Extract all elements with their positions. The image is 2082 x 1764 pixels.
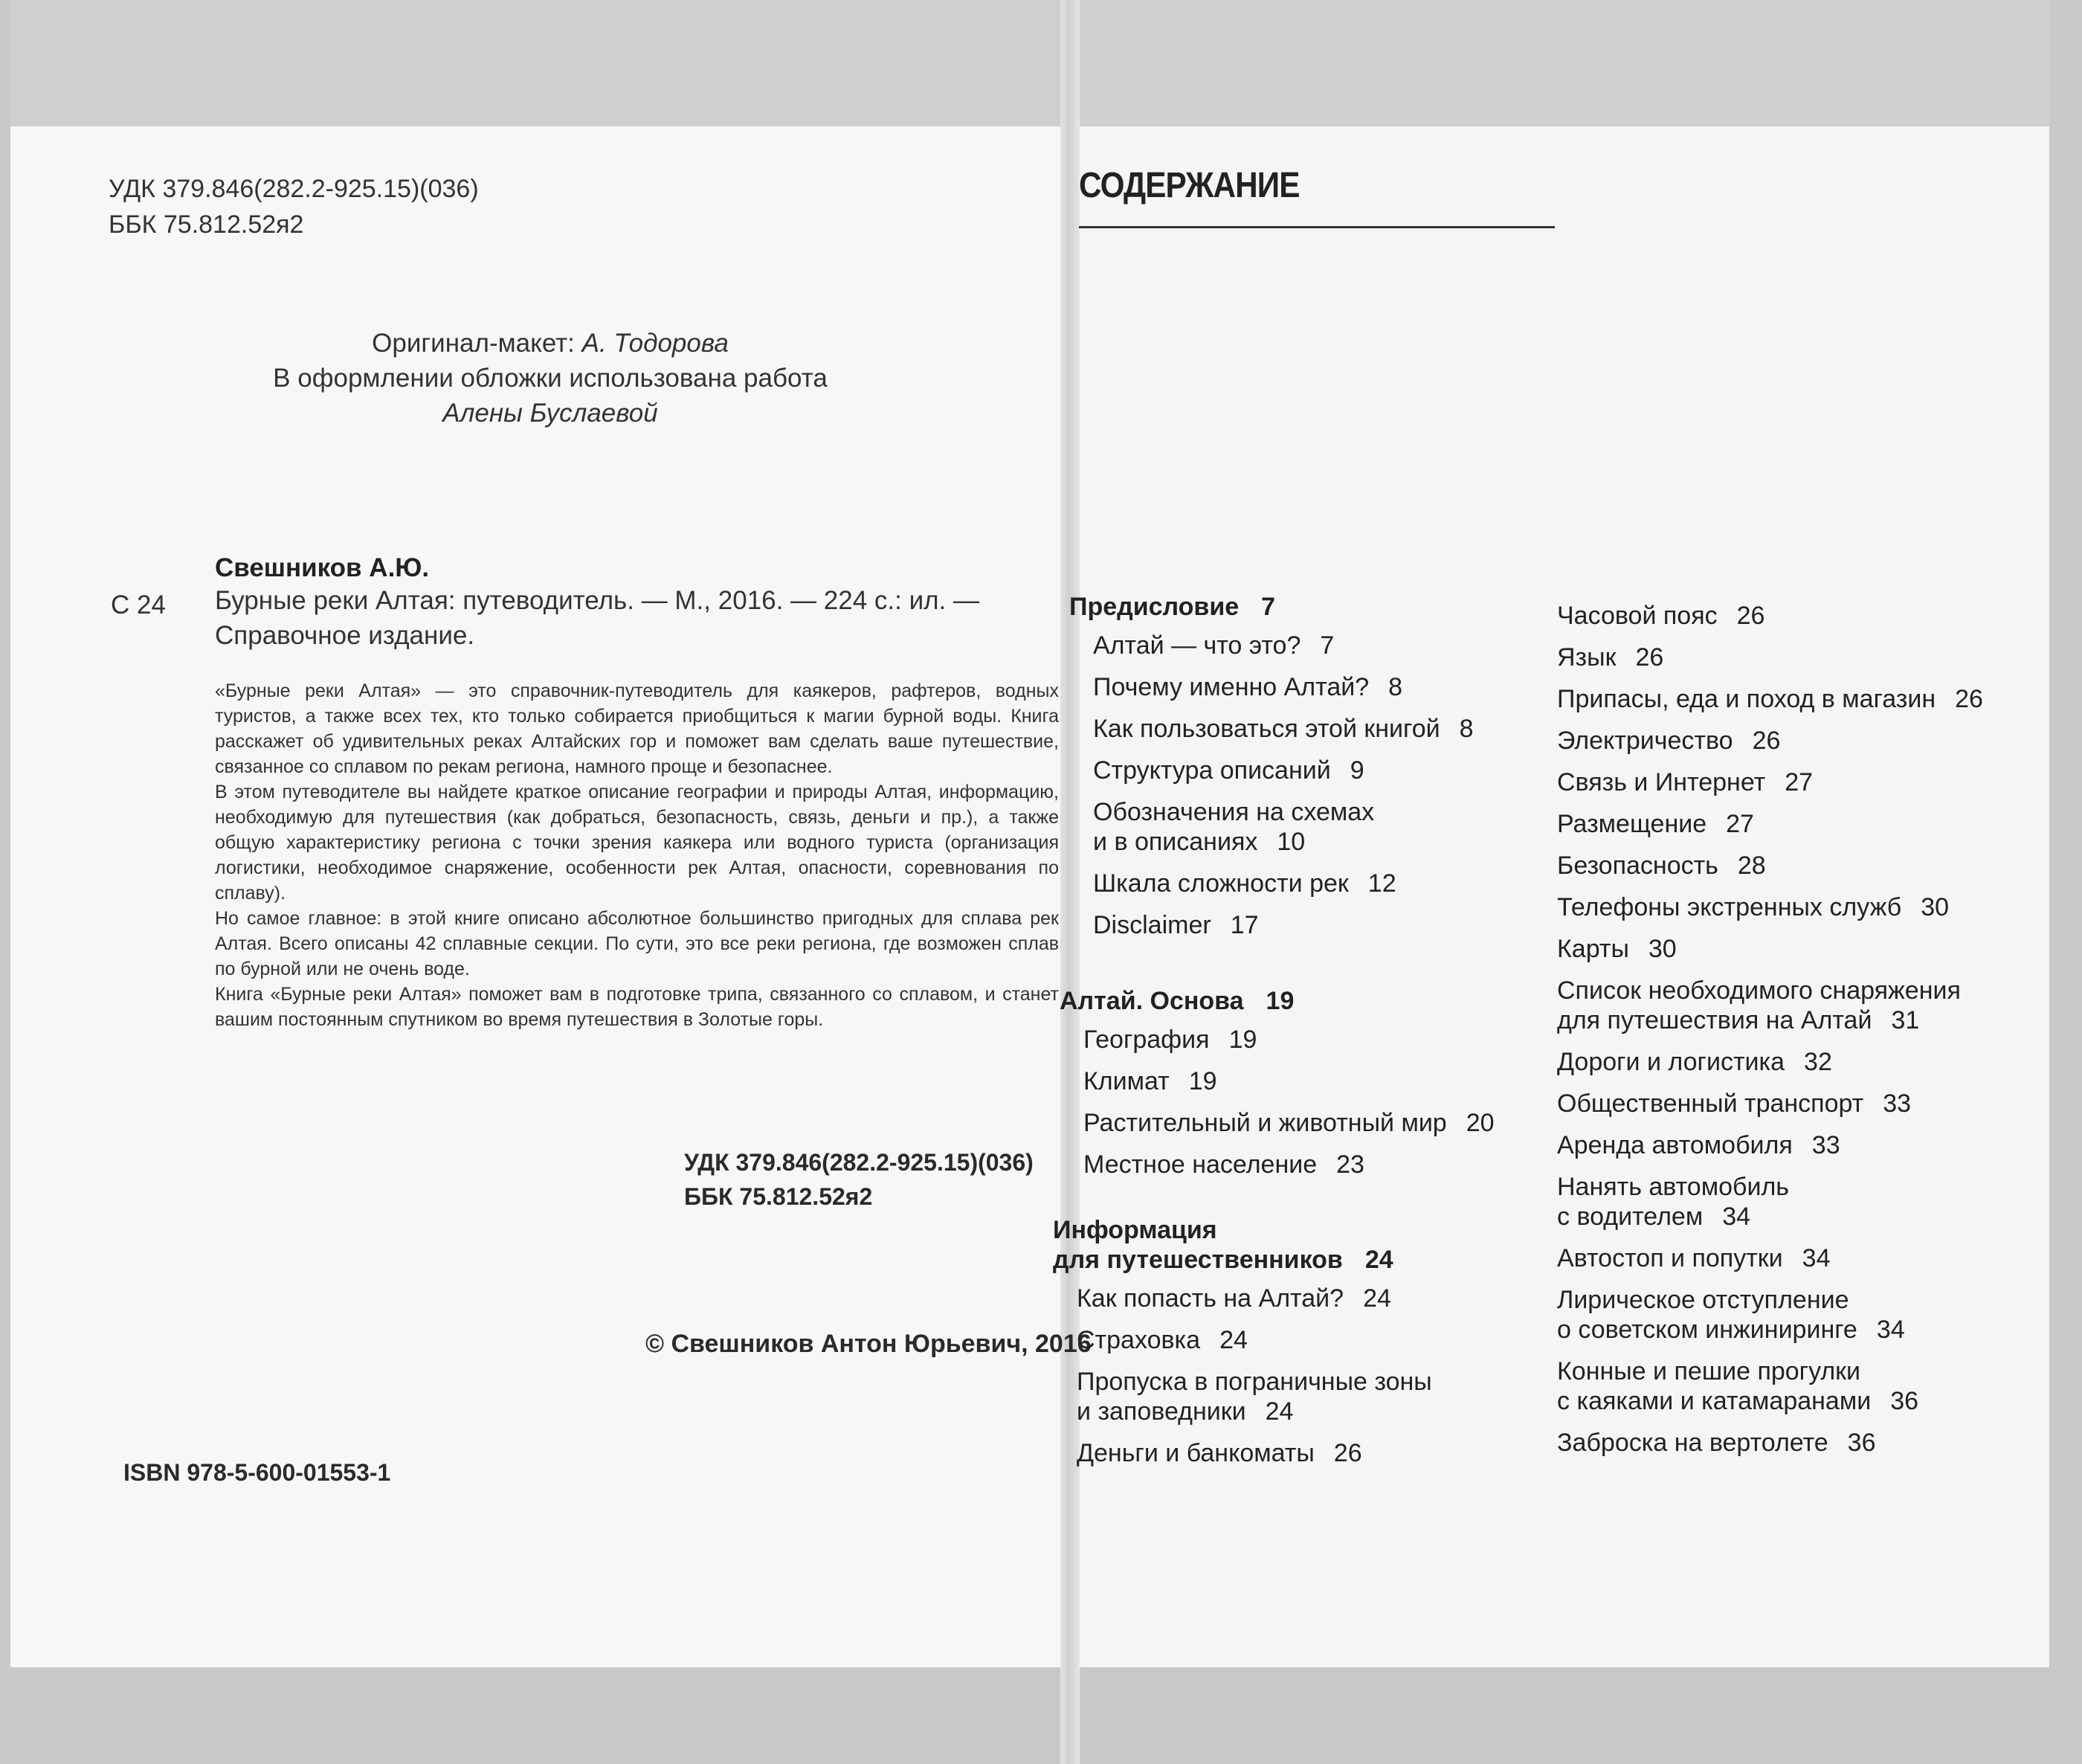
toc-item: Шкала сложности рек 12 (1093, 869, 1396, 898)
toc-item: Электричество 26 (1557, 727, 1781, 755)
udk-code-bottom: УДК 379.846(282.2-925.15)(036) (684, 1149, 1034, 1176)
toc-item: Лирическое отступление о советском инжиниринге 34 (1557, 1286, 1905, 1344)
toc-item: Общественный транспорт 33 (1557, 1089, 1912, 1118)
toc-section: Предисловие 7 (1069, 593, 1276, 621)
udk-header (109, 171, 479, 242)
toc-col4 (1557, 601, 1983, 1470)
toc-item: Размещение 27 (1557, 810, 1754, 838)
toc-item: Связь и Интернет 27 (1557, 768, 1814, 796)
toc-item: Конные и пешие прогулки с каяками и катамаранами 36 (1557, 1357, 1919, 1415)
annotation-paragraph: Но самое главное: в этой книге описано абсолютное большинство пригодных для сплава рек Алтая. Всего описаны 42 сплавные секции. По сути, это все реки региона, где возможен сплав по бурной или не очень воде. (215, 908, 1059, 979)
toc-item: Часовой пояс 26 (1557, 602, 1765, 630)
toc-item: Аренда автомобиля 33 (1557, 1131, 1840, 1159)
author-mark: С 24 (111, 590, 166, 619)
book-author: Свешников А.Ю. (215, 553, 430, 582)
cover-credit-author: Алены Буслаевой (442, 399, 658, 428)
udk-footer (684, 1145, 1034, 1214)
toc-item: Структура описаний 9 (1093, 756, 1364, 785)
toc-item: Дороги и логистика 32 (1557, 1048, 1832, 1076)
toc-item: Страховка 24 (1077, 1326, 1248, 1354)
toc-item: Алтай — что это? 7 (1093, 631, 1335, 660)
toc-item: Климат 19 (1083, 1067, 1217, 1095)
toc-item: Карты 30 (1557, 935, 1677, 963)
bibliographic-line: Бурные реки Алтая: путеводитель. — М., 2016. — 224 с.: ил. — (215, 586, 980, 615)
layout-name: А. Тодорова (581, 329, 729, 358)
toc-item: Как пользоваться этой книгой 8 (1093, 715, 1474, 743)
toc-item: Пропуска в пограничные зоны и заповедники 24 (1077, 1368, 1432, 1426)
title-underline (1079, 226, 1555, 228)
toc-item: Язык 26 (1557, 643, 1664, 672)
scan-bottom-band (1068, 1667, 2049, 1764)
scan-bottom-band (10, 1667, 1068, 1764)
copyright: © Свешников Антон Юрьевич, 2016 (645, 1330, 1092, 1358)
toc-item: Нанять автомобиль с водителем 34 (1557, 1173, 1790, 1231)
toc-item: География 19 (1083, 1026, 1257, 1054)
toc-item: Деньги и банкоматы 26 (1077, 1439, 1362, 1467)
annotation-paragraph: «Бурные реки Алтая» — это справочник-путеводитель для каякеров, рафтеров, водных туристов, а также всех тех, кто только собирается приобщиться к магии бурной воды. Книга расскажет об удивительных реках Алтайских гор и поможет вам сделать ваше путешествие, связанное со сплавом по рекам региона, намного проще и безопаснее. (215, 680, 1059, 777)
toc-item: Disclaimer 17 (1093, 911, 1259, 939)
layout-credit (223, 326, 877, 361)
toc-item: Обозначения на схемах и в описаниях 10 (1093, 798, 1375, 856)
toc-section: Информация для путешественников 24 (1053, 1216, 1393, 1274)
toc-section: Алтай. Основа 19 (1060, 987, 1295, 1015)
scan-top-band (1068, 0, 2049, 126)
bbk-code-bottom: ББК 75.812.52я2 (684, 1183, 873, 1210)
bibliographic-line: Справочное издание. (215, 621, 475, 650)
toc-item: Местное население 23 (1083, 1150, 1364, 1179)
toc-col1 (1069, 592, 1474, 952)
toc-title: СОДЕРЖАНИЕ (1079, 166, 1300, 205)
annotation-paragraph: В этом путеводителе вы найдете краткое описание географии и природы Алтая, информацию, необходимую для путешествия (как добраться, безопасность, связь, деньги и пр.), а также общую характеристику региона с точки зрения каякера или водного туриста (организация логистики, необходимое снаряжение, особенности рек Алтая, опасности, соревнования по сплаву). (215, 782, 1059, 904)
toc-item: Припасы, еда и поход в магазин 26 (1557, 685, 1983, 713)
isbn: ISBN 978-5-600-01553-1 (123, 1459, 391, 1486)
credits-block (223, 326, 877, 431)
toc-item: Почему именно Алтай? 8 (1093, 673, 1403, 701)
toc-item: Как попасть на Алтай? 24 (1077, 1284, 1391, 1313)
toc-item: Растительный и животный мир 20 (1083, 1109, 1495, 1137)
toc-item: Безопасность 28 (1557, 852, 1766, 880)
toc-item: Телефоны экстренных служб 30 (1557, 893, 1950, 921)
toc-col3 (1053, 1215, 1432, 1480)
annotation (215, 678, 1059, 1032)
udk-code: УДК 379.846(282.2-925.15)(036) (109, 175, 479, 203)
toc-item: Автостоп и попутки 34 (1557, 1244, 1831, 1272)
toc-col2 (1060, 986, 1495, 1191)
annotation-paragraph: Книга «Бурные реки Алтая» поможет вам в подготовке трипа, связанного со сплавом, и станет вашим постоянным спутником во время путешествия в Золотые горы. (215, 984, 1059, 1030)
cover-credit-line: В оформлении обложки использована работа (273, 364, 828, 393)
bbk-code: ББК 75.812.52я2 (109, 210, 304, 239)
toc-item: Список необходимого снаряжения для путешествия на Алтай 31 (1557, 976, 1961, 1034)
toc-item: Заброска на вертолете 36 (1557, 1429, 1876, 1457)
bibliographic-description (215, 583, 979, 653)
scan-top-band (10, 0, 1068, 126)
layout-label: Оригинал-макет: (372, 329, 575, 358)
